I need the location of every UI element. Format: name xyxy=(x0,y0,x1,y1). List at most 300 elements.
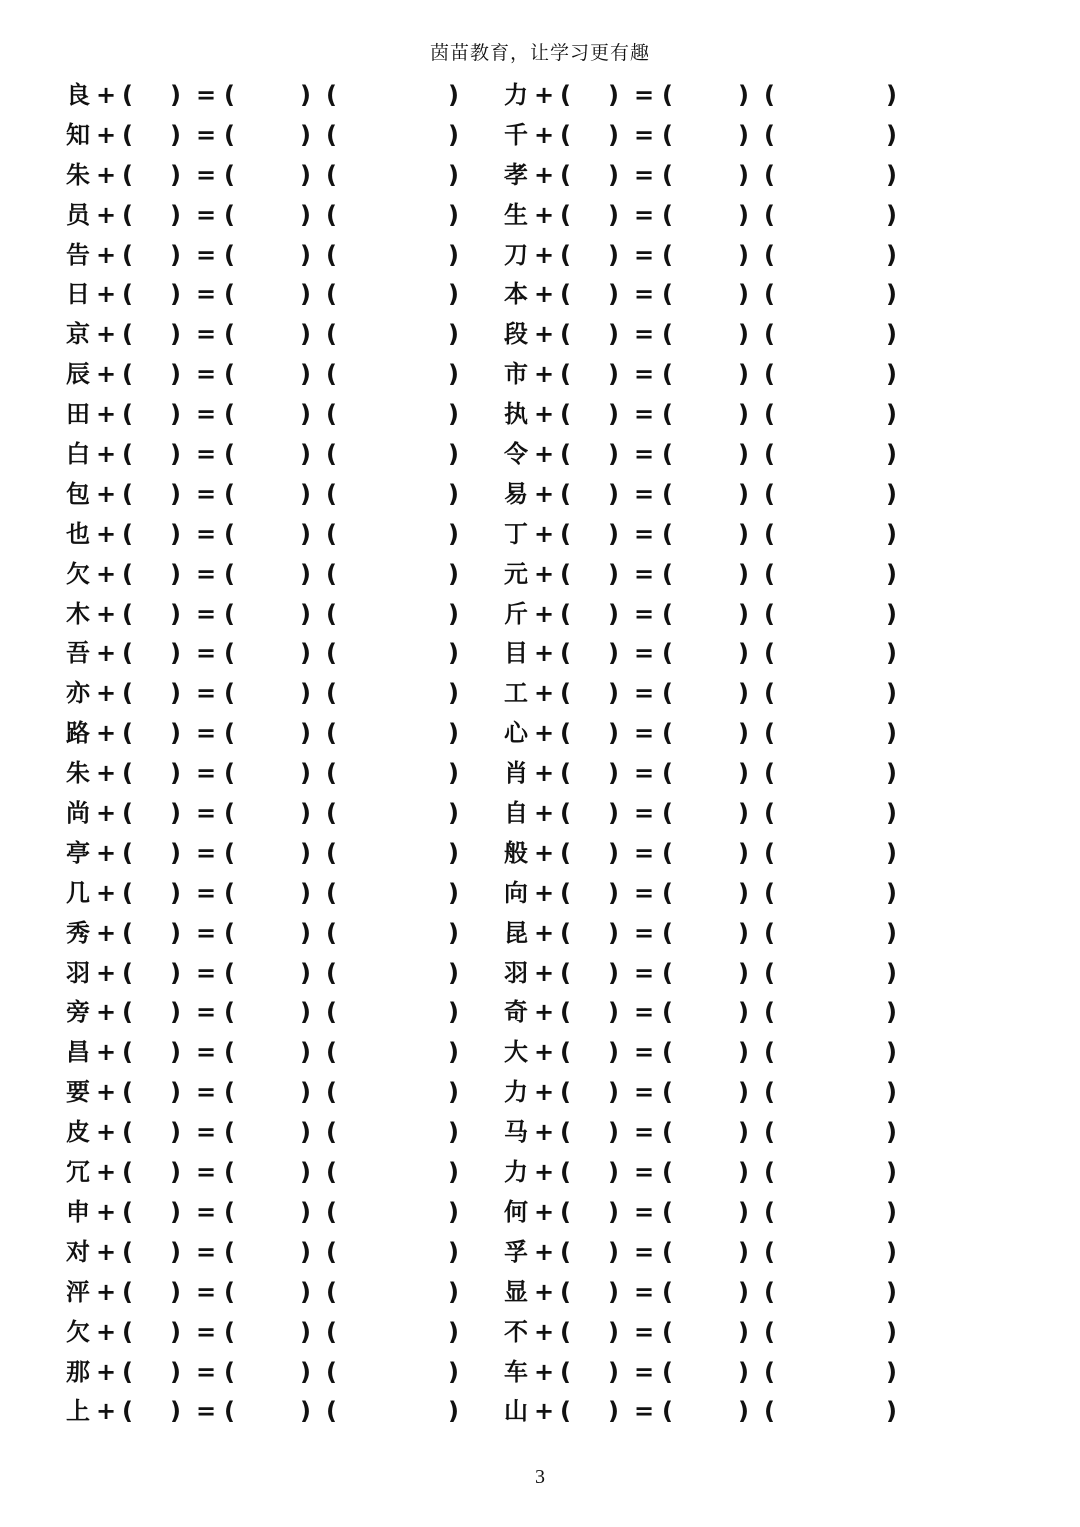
exercise-row xyxy=(0,1033,1080,1073)
plus-sign: + xyxy=(534,759,555,788)
plus-sign: + xyxy=(534,479,555,508)
open-paren: ( xyxy=(326,599,337,628)
open-paren: ( xyxy=(122,1397,133,1426)
open-paren: ( xyxy=(122,838,133,867)
char-left: 朱 xyxy=(66,759,90,788)
close-paren: ) xyxy=(886,120,897,149)
open-paren: ( xyxy=(560,160,571,189)
equals-sign: = xyxy=(634,639,655,668)
close-paren: ) xyxy=(448,1317,459,1346)
close-paren: ) xyxy=(170,1277,181,1306)
exercise-row xyxy=(0,555,1080,595)
close-paren: ) xyxy=(300,81,311,109)
close-paren: ) xyxy=(448,519,459,548)
equals-sign: = xyxy=(634,1357,655,1386)
equals-sign: = xyxy=(634,1397,655,1426)
equals-sign: = xyxy=(634,918,655,947)
plus-sign: + xyxy=(96,440,117,469)
open-paren: ( xyxy=(122,1158,133,1187)
close-paren: ) xyxy=(300,320,311,349)
open-paren: ( xyxy=(122,1277,133,1306)
equals-sign: = xyxy=(196,1078,217,1107)
close-paren: ) xyxy=(448,998,459,1027)
close-paren: ) xyxy=(170,759,181,788)
equals-sign: = xyxy=(634,1277,655,1306)
plus-sign: + xyxy=(96,958,117,987)
open-paren: ( xyxy=(560,639,571,668)
equals-sign: = xyxy=(634,360,655,389)
open-paren: ( xyxy=(560,719,571,748)
plus-sign: + xyxy=(96,719,117,748)
open-paren: ( xyxy=(224,1197,235,1226)
close-paren: ) xyxy=(738,1038,749,1067)
close-paren: ) xyxy=(448,599,459,628)
equals-sign: = xyxy=(196,280,217,309)
close-paren: ) xyxy=(608,1197,619,1226)
open-paren: ( xyxy=(224,1357,235,1386)
open-paren: ( xyxy=(224,679,235,708)
close-paren: ) xyxy=(448,200,459,229)
plus-sign: + xyxy=(96,280,117,309)
close-paren: ) xyxy=(608,559,619,588)
exercise-row xyxy=(0,874,1080,914)
open-paren: ( xyxy=(326,240,337,269)
plus-sign: + xyxy=(96,1237,117,1266)
close-paren: ) xyxy=(608,679,619,708)
exercise-row xyxy=(0,914,1080,954)
close-paren: ) xyxy=(608,280,619,309)
close-paren: ) xyxy=(448,918,459,947)
close-paren: ) xyxy=(886,1038,897,1067)
close-paren: ) xyxy=(886,320,897,349)
open-paren: ( xyxy=(224,320,235,349)
page-header: 茵苗教育，让学习更有趣 xyxy=(429,42,650,64)
open-paren: ( xyxy=(122,1118,133,1147)
close-paren: ) xyxy=(300,559,311,588)
plus-sign: + xyxy=(96,120,117,149)
open-paren: ( xyxy=(662,479,673,508)
open-paren: ( xyxy=(326,440,337,469)
open-paren: ( xyxy=(122,360,133,389)
open-paren: ( xyxy=(662,1277,673,1306)
open-paren: ( xyxy=(224,519,235,548)
close-paren: ) xyxy=(886,280,897,309)
open-paren: ( xyxy=(122,240,133,269)
open-paren: ( xyxy=(764,1317,775,1346)
close-paren: ) xyxy=(300,240,311,269)
open-paren: ( xyxy=(224,958,235,987)
equals-sign: = xyxy=(634,1038,655,1067)
close-paren: ) xyxy=(886,1237,897,1266)
close-paren: ) xyxy=(448,1397,459,1426)
open-paren: ( xyxy=(764,240,775,269)
close-paren: ) xyxy=(738,679,749,708)
equals-sign: = xyxy=(196,639,217,668)
close-paren: ) xyxy=(608,878,619,907)
exercise-row xyxy=(0,794,1080,834)
close-paren: ) xyxy=(886,360,897,389)
char-right: 心 xyxy=(504,719,528,748)
close-paren: ) xyxy=(608,958,619,987)
equals-sign: = xyxy=(634,240,655,269)
open-paren: ( xyxy=(122,679,133,708)
close-paren: ) xyxy=(300,280,311,309)
close-paren: ) xyxy=(170,599,181,628)
open-paren: ( xyxy=(122,559,133,588)
char-right: 市 xyxy=(504,360,528,389)
equals-sign: = xyxy=(634,799,655,828)
close-paren: ) xyxy=(738,599,749,628)
char-left: 吾 xyxy=(66,639,90,668)
char-left: 京 xyxy=(66,320,90,349)
close-paren: ) xyxy=(886,719,897,748)
char-left: 旁 xyxy=(66,998,90,1027)
plus-sign: + xyxy=(96,240,117,269)
close-paren: ) xyxy=(300,599,311,628)
char-right: 山 xyxy=(504,1397,528,1426)
exercise-row xyxy=(0,634,1080,674)
open-paren: ( xyxy=(122,1197,133,1226)
close-paren: ) xyxy=(448,280,459,309)
open-paren: ( xyxy=(764,998,775,1027)
close-paren: ) xyxy=(170,320,181,349)
open-paren: ( xyxy=(560,1158,571,1187)
open-paren: ( xyxy=(326,1078,337,1107)
open-paren: ( xyxy=(662,918,673,947)
char-left: 路 xyxy=(66,719,90,748)
close-paren: ) xyxy=(886,200,897,229)
open-paren: ( xyxy=(224,120,235,149)
close-paren: ) xyxy=(738,719,749,748)
open-paren: ( xyxy=(764,639,775,668)
equals-sign: = xyxy=(196,719,217,748)
plus-sign: + xyxy=(534,1158,555,1187)
equals-sign: = xyxy=(196,479,217,508)
plus-sign: + xyxy=(534,1078,555,1107)
close-paren: ) xyxy=(170,878,181,907)
char-right: 昆 xyxy=(504,918,528,947)
close-paren: ) xyxy=(886,519,897,548)
open-paren: ( xyxy=(326,1237,337,1266)
equals-sign: = xyxy=(196,1397,217,1426)
exercise-row xyxy=(0,834,1080,874)
open-paren: ( xyxy=(224,1078,235,1107)
open-paren: ( xyxy=(224,200,235,229)
close-paren: ) xyxy=(448,958,459,987)
open-paren: ( xyxy=(764,1078,775,1107)
close-paren: ) xyxy=(448,1357,459,1386)
plus-sign: + xyxy=(534,719,555,748)
close-paren: ) xyxy=(608,1038,619,1067)
char-right: 向 xyxy=(504,878,528,907)
open-paren: ( xyxy=(764,958,775,987)
open-paren: ( xyxy=(662,759,673,788)
close-paren: ) xyxy=(170,719,181,748)
equals-sign: = xyxy=(634,519,655,548)
close-paren: ) xyxy=(608,998,619,1027)
close-paren: ) xyxy=(608,1078,619,1107)
close-paren: ) xyxy=(300,1237,311,1266)
open-paren: ( xyxy=(224,639,235,668)
open-paren: ( xyxy=(224,838,235,867)
plus-sign: + xyxy=(534,400,555,429)
equals-sign: = xyxy=(196,998,217,1027)
close-paren: ) xyxy=(300,639,311,668)
open-paren: ( xyxy=(122,719,133,748)
plus-sign: + xyxy=(96,400,117,429)
equals-sign: = xyxy=(196,320,217,349)
char-right: 段 xyxy=(504,320,528,349)
exercise-row xyxy=(0,475,1080,515)
exercise-row xyxy=(0,714,1080,754)
plus-sign: + xyxy=(534,918,555,947)
char-left: 欠 xyxy=(66,559,90,588)
open-paren: ( xyxy=(662,320,673,349)
open-paren: ( xyxy=(764,838,775,867)
close-paren: ) xyxy=(300,440,311,469)
equals-sign: = xyxy=(634,599,655,628)
close-paren: ) xyxy=(170,519,181,548)
close-paren: ) xyxy=(738,838,749,867)
char-left: 申 xyxy=(66,1197,90,1226)
char-left: 上 xyxy=(66,1397,90,1426)
close-paren: ) xyxy=(300,360,311,389)
close-paren: ) xyxy=(886,878,897,907)
equals-sign: = xyxy=(634,1158,655,1187)
open-paren: ( xyxy=(326,1038,337,1067)
open-paren: ( xyxy=(560,479,571,508)
plus-sign: + xyxy=(534,360,555,389)
char-left: 员 xyxy=(66,200,90,229)
close-paren: ) xyxy=(170,400,181,429)
open-paren: ( xyxy=(662,400,673,429)
plus-sign: + xyxy=(96,559,117,588)
close-paren: ) xyxy=(170,280,181,309)
close-paren: ) xyxy=(738,1277,749,1306)
char-left: 皮 xyxy=(66,1118,90,1147)
open-paren: ( xyxy=(326,559,337,588)
close-paren: ) xyxy=(608,120,619,149)
equals-sign: = xyxy=(634,440,655,469)
close-paren: ) xyxy=(608,1357,619,1386)
close-paren: ) xyxy=(738,759,749,788)
open-paren: ( xyxy=(662,838,673,867)
open-paren: ( xyxy=(224,1277,235,1306)
open-paren: ( xyxy=(326,1158,337,1187)
open-paren: ( xyxy=(764,799,775,828)
open-paren: ( xyxy=(560,958,571,987)
open-paren: ( xyxy=(560,1197,571,1226)
close-paren: ) xyxy=(738,1197,749,1226)
close-paren: ) xyxy=(300,1277,311,1306)
open-paren: ( xyxy=(224,160,235,189)
open-paren: ( xyxy=(122,998,133,1027)
open-paren: ( xyxy=(764,519,775,548)
open-paren: ( xyxy=(224,759,235,788)
char-right: 元 xyxy=(504,559,528,588)
close-paren: ) xyxy=(886,679,897,708)
char-right: 执 xyxy=(504,400,528,429)
open-paren: ( xyxy=(764,200,775,229)
plus-sign: + xyxy=(96,1397,117,1426)
char-right: 孝 xyxy=(504,160,528,189)
equals-sign: = xyxy=(196,958,217,987)
close-paren: ) xyxy=(300,400,311,429)
close-paren: ) xyxy=(738,479,749,508)
close-paren: ) xyxy=(170,1038,181,1067)
open-paren: ( xyxy=(560,838,571,867)
open-paren: ( xyxy=(224,799,235,828)
char-left: 良 xyxy=(66,81,90,109)
close-paren: ) xyxy=(300,1197,311,1226)
close-paren: ) xyxy=(448,838,459,867)
close-paren: ) xyxy=(170,1158,181,1187)
open-paren: ( xyxy=(764,878,775,907)
close-paren: ) xyxy=(170,559,181,588)
char-right: 生 xyxy=(504,200,528,229)
char-right: 奇 xyxy=(504,998,528,1027)
open-paren: ( xyxy=(560,1357,571,1386)
close-paren: ) xyxy=(738,1078,749,1107)
open-paren: ( xyxy=(662,799,673,828)
open-paren: ( xyxy=(122,160,133,189)
plus-sign: + xyxy=(534,200,555,229)
open-paren: ( xyxy=(764,479,775,508)
equals-sign: = xyxy=(196,799,217,828)
close-paren: ) xyxy=(448,440,459,469)
close-paren: ) xyxy=(300,1397,311,1426)
plus-sign: + xyxy=(534,519,555,548)
close-paren: ) xyxy=(608,1237,619,1266)
char-left: 昌 xyxy=(66,1038,90,1067)
plus-sign: + xyxy=(96,1158,117,1187)
plus-sign: + xyxy=(534,599,555,628)
open-paren: ( xyxy=(326,400,337,429)
char-left: 几 xyxy=(66,878,90,907)
close-paren: ) xyxy=(170,1397,181,1426)
plus-sign: + xyxy=(96,1277,117,1306)
plus-sign: + xyxy=(96,200,117,229)
equals-sign: = xyxy=(196,1357,217,1386)
close-paren: ) xyxy=(300,1118,311,1147)
open-paren: ( xyxy=(224,400,235,429)
char-left: 泙 xyxy=(66,1277,90,1306)
open-paren: ( xyxy=(122,1357,133,1386)
open-paren: ( xyxy=(662,1118,673,1147)
close-paren: ) xyxy=(170,1237,181,1266)
char-left: 对 xyxy=(66,1237,90,1266)
open-paren: ( xyxy=(764,120,775,149)
open-paren: ( xyxy=(122,878,133,907)
open-paren: ( xyxy=(764,1197,775,1226)
close-paren: ) xyxy=(886,1078,897,1107)
close-paren: ) xyxy=(738,1357,749,1386)
close-paren: ) xyxy=(300,519,311,548)
char-right: 般 xyxy=(504,838,528,867)
plus-sign: + xyxy=(96,1038,117,1067)
equals-sign: = xyxy=(196,1158,217,1187)
open-paren: ( xyxy=(122,400,133,429)
exercise-row xyxy=(0,1073,1080,1113)
close-paren: ) xyxy=(608,1158,619,1187)
equals-sign: = xyxy=(196,918,217,947)
open-paren: ( xyxy=(326,320,337,349)
char-right: 斤 xyxy=(504,599,528,628)
open-paren: ( xyxy=(122,639,133,668)
equals-sign: = xyxy=(634,878,655,907)
close-paren: ) xyxy=(886,81,897,109)
open-paren: ( xyxy=(224,878,235,907)
equals-sign: = xyxy=(196,160,217,189)
open-paren: ( xyxy=(122,958,133,987)
equals-sign: = xyxy=(196,200,217,229)
open-paren: ( xyxy=(662,120,673,149)
close-paren: ) xyxy=(448,240,459,269)
char-right: 显 xyxy=(504,1277,528,1306)
plus-sign: + xyxy=(96,519,117,548)
close-paren: ) xyxy=(886,559,897,588)
close-paren: ) xyxy=(738,1317,749,1346)
char-right: 大 xyxy=(504,1038,528,1067)
plus-sign: + xyxy=(96,160,117,189)
close-paren: ) xyxy=(608,440,619,469)
open-paren: ( xyxy=(662,200,673,229)
open-paren: ( xyxy=(122,200,133,229)
plus-sign: + xyxy=(534,1038,555,1067)
open-paren: ( xyxy=(224,918,235,947)
close-paren: ) xyxy=(300,200,311,229)
open-paren: ( xyxy=(662,1357,673,1386)
plus-sign: + xyxy=(534,1357,555,1386)
exercise-row xyxy=(0,1113,1080,1153)
close-paren: ) xyxy=(608,1317,619,1346)
plus-sign: + xyxy=(534,559,555,588)
char-right: 刀 xyxy=(504,240,528,269)
close-paren: ) xyxy=(300,998,311,1027)
open-paren: ( xyxy=(764,1277,775,1306)
exercise-row xyxy=(0,1313,1080,1353)
close-paren: ) xyxy=(170,998,181,1027)
close-paren: ) xyxy=(738,1397,749,1426)
plus-sign: + xyxy=(96,998,117,1027)
char-right: 不 xyxy=(504,1317,528,1346)
close-paren: ) xyxy=(300,1317,311,1346)
char-left: 欠 xyxy=(66,1317,90,1346)
open-paren: ( xyxy=(764,440,775,469)
open-paren: ( xyxy=(326,838,337,867)
close-paren: ) xyxy=(300,1158,311,1187)
exercise-row xyxy=(0,1353,1080,1393)
equals-sign: = xyxy=(196,240,217,269)
open-paren: ( xyxy=(764,1237,775,1266)
close-paren: ) xyxy=(608,759,619,788)
equals-sign: = xyxy=(196,120,217,149)
close-paren: ) xyxy=(170,799,181,828)
close-paren: ) xyxy=(738,639,749,668)
plus-sign: + xyxy=(534,1397,555,1426)
exercise-row xyxy=(0,435,1080,475)
plus-sign: + xyxy=(534,160,555,189)
exercise-row xyxy=(0,315,1080,355)
open-paren: ( xyxy=(560,679,571,708)
plus-sign: + xyxy=(534,1118,555,1147)
plus-sign: + xyxy=(96,1317,117,1346)
exercise-row xyxy=(0,954,1080,994)
equals-sign: = xyxy=(196,838,217,867)
close-paren: ) xyxy=(886,759,897,788)
open-paren: ( xyxy=(560,998,571,1027)
close-paren: ) xyxy=(886,918,897,947)
